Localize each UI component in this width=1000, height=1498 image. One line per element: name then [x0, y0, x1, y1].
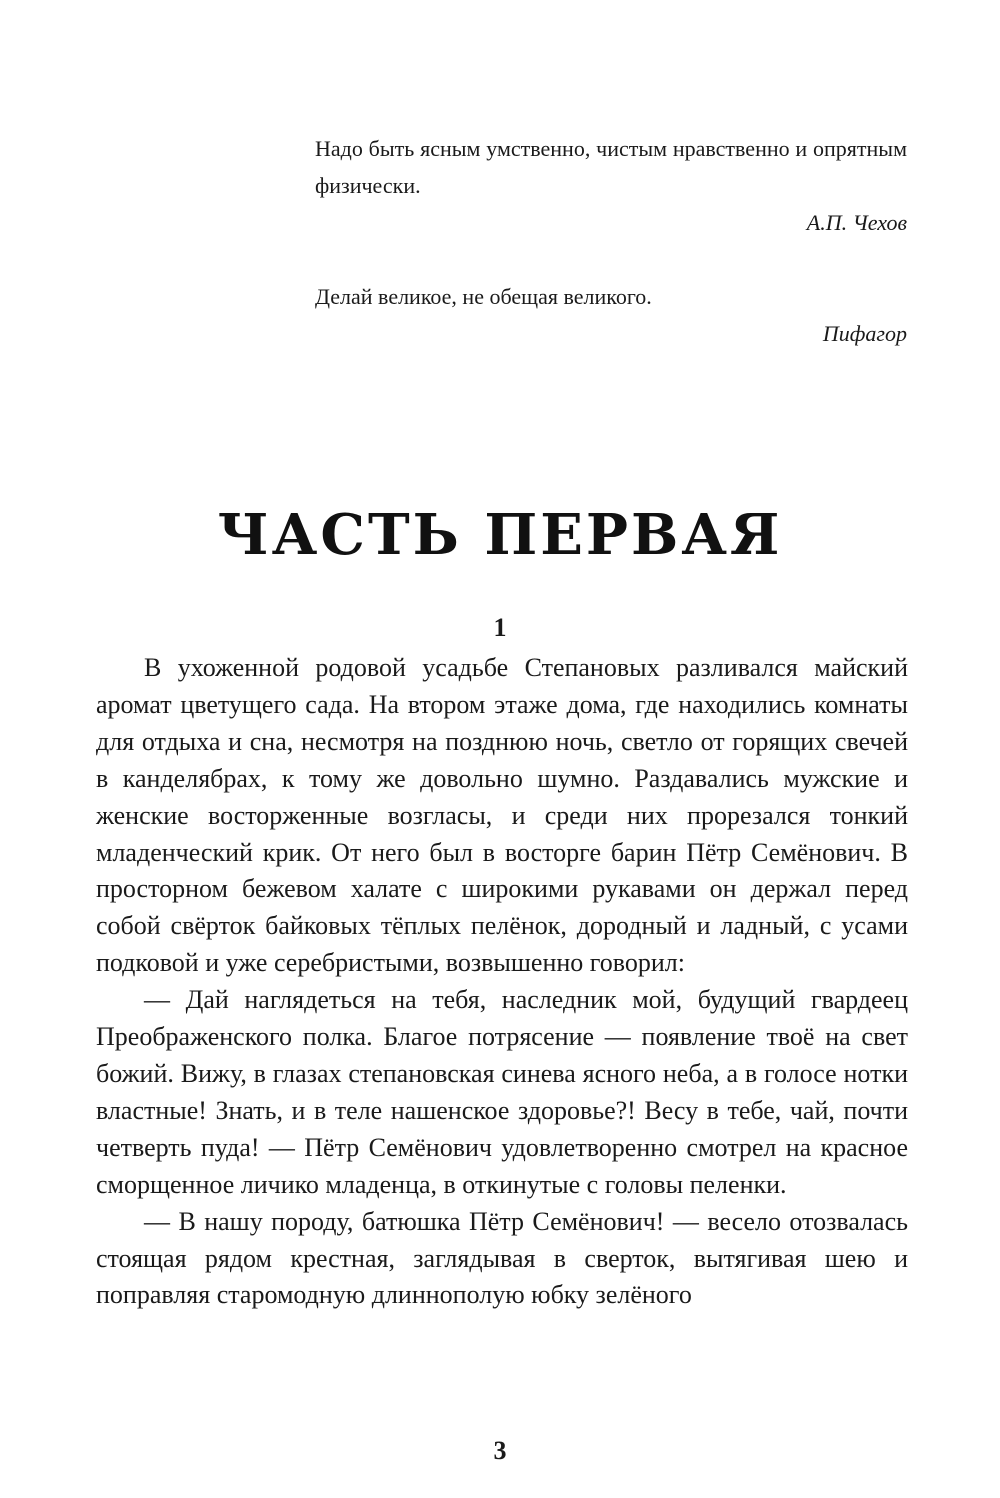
- epigraph-author: А.П. Чехов: [806, 210, 907, 235]
- body-text: [96, 650, 908, 1314]
- page-number: 3: [493, 1436, 507, 1465]
- epigraph-quote: Делай великое, не обещая великого.: [315, 284, 652, 309]
- epigraph-quote: Надо быть ясным умственно, чистым нравственно и опрятным физически.: [315, 136, 907, 198]
- epigraph-author: Пифагор: [822, 321, 907, 346]
- paragraph: В ухоженной родовой усадьбе Степановых разливался майский аромат цветущего сада. На втором этаже дома, где находились комнаты для отдыха и сна, несмотря на позднюю ночь, светло от горящих свечей в канделябрах, к тому же довольно шумно. Раздавались мужские и женские восторженные возгласы, и среди них прорезался тонкий младенческий крик. От него был в восторге барин Пётр Семёнович. В просторном бежевом халате с широкими рукавами он держал перед собой свёрток байковых тёплых пелёнок, дородный и ладный, с усами подковой и уже серебристыми, возвышенно говорил:: [96, 653, 908, 978]
- part-title: ЧАСТЬ ПЕРВАЯ: [217, 502, 783, 568]
- chapter-number: 1: [493, 613, 507, 642]
- epigraph-2: [315, 278, 907, 352]
- paragraph: — В нашу породу, батюшка Пётр Семёнович! — весело отозвалась стоящая рядом крестная, заглядывая в сверток, вытягивая шею и поправляя старомодную длиннополую юбку зелёного: [96, 1206, 908, 1310]
- epigraph-1: [315, 130, 907, 241]
- paragraph: — Дай наглядеться на тебя, наследник мой, будущий гвардеец Преображенского полка. Благое потрясение — появление твоё на свет божий. Вижу, в глазах степановская синева ясного неба, а в голосе нотки властные! Знать, и в теле нашенское здоровье?! Весу в тебе, чай, почти четверть пуда! — Пётр Семёнович удовлетворенно смотрел на красное сморщенное личико младенца, в откинутые с головы пеленки.: [96, 985, 908, 1199]
